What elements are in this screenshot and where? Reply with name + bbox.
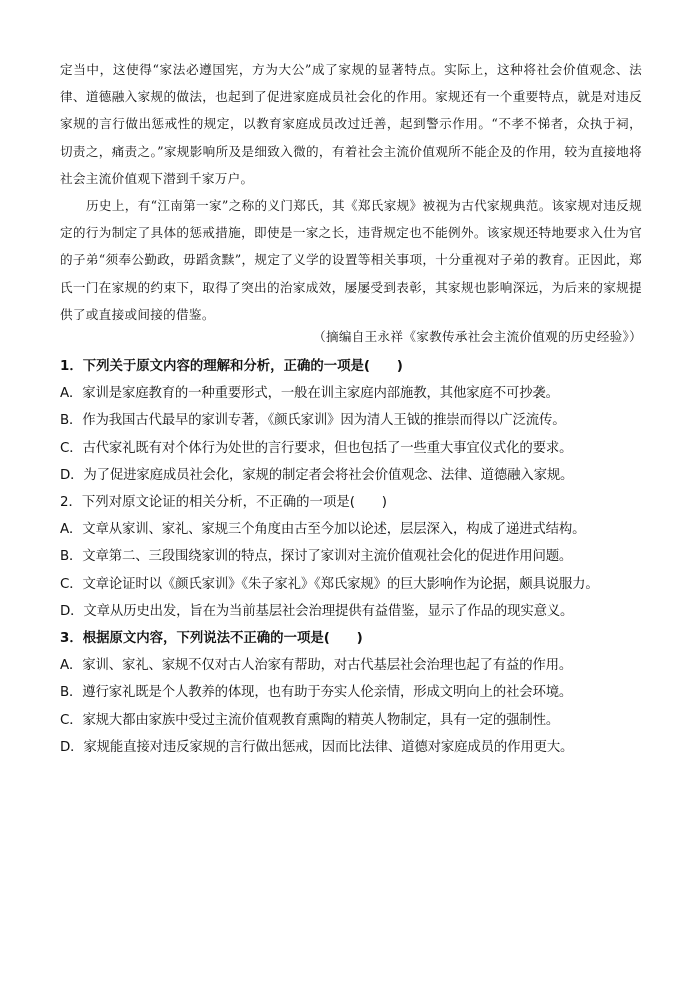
- option-b: B．遵行家礼既是个人教养的体现，也有助于夯实人伦亲情，形成文明向上的社会环境。: [60, 685, 573, 701]
- option-c: C．古代家礼既有对个体行为处世的言行要求，但也包括了一些重大事宜仪式化的要求。: [60, 440, 573, 456]
- question-list: [60, 353, 650, 761]
- option-b: B．文章第二、三段围绕家训的特点，探讨了家训对主流价值观社会化的促进作用问题。: [60, 549, 573, 565]
- source-citation: （摘编自王永祥《家教传承社会主流价值观的历史经验》）: [313, 329, 642, 344]
- option-a: A．家训是家庭教育的一种重要形式，一般在训主家庭内部施教，其他家庭不可抄袭。: [60, 386, 559, 402]
- passage-paragraph: 历史上，有“江南第一家”之称的义门郑氏，其《郑氏家规》被视为古代家规典范。该家规对违反规定的行为制定了具体的惩戒措施，即使是一家之长，违背规定也不能例外。该家规还特地要求入仕为官的子弟“须奉公勤政，毋蹈贪黩”，规定了义学的设置等相关事项，十分重视对子弟的教育。正因此，郑氏一门在家规的约束下，取得了突出的治家成效，屡屡受到表彰，其家规也影响深远，为后来的家规提供了或直接或间接的借鉴。: [60, 198, 642, 322]
- question-3: [60, 625, 650, 761]
- option-c: C．家规大都由家族中受过主流价值观教育熏陶的精英人物制定，具有一定的强制性。: [60, 712, 560, 728]
- option-a: A．文章从家训、家礼、家规三个角度由古至今加以论述，层层深入，构成了递进式结构。: [60, 522, 586, 538]
- option-b: B．作为我国古代最早的家训专著，《颜氏家训》因为清人王钺的推崇而得以广泛流传。: [60, 413, 566, 429]
- question-stem: 3．根据原文内容，下列说法不正确的一项是( ): [60, 631, 363, 647]
- question-2: [60, 489, 650, 625]
- option-d: D．家规能直接对违反家规的言行做出惩戒，因而比法律、道德对家庭成员的作用更大。: [60, 739, 574, 755]
- option-d: D．为了促进家庭成员社会化，家规的制定者会将社会价值观念、法律、道德融入家规。: [60, 467, 574, 483]
- question-stem: 2．下列对原文论证的相关分析，不正确的一项是( ): [60, 495, 387, 511]
- option-a: A．家训、家礼、家规不仅对古人治家有帮助，对古代基层社会治理也起了有益的作用。: [60, 658, 573, 674]
- question-1: [60, 353, 650, 489]
- passage-paragraph: 定当中，这使得“家法必遵国宪，方为大公”成了家规的显著特点。实际上，这种将社会价值观念、法律、道德融入家规的做法，也起到了促进家庭成员社会化的作用。家规还有一个重要特点，就是对违反家规的言行做出惩戒性的规定，以教育家庭成员改过迁善，起到警示作用。“不孝不悌者，众执于祠，切责之，痛责之。”家规影响所及是细致入微的，有着社会主流价值观所不能企及的作用，较为直接地将社会主流价值观下潜到千家万户。: [60, 62, 642, 186]
- question-stem: 1．下列关于原文内容的理解和分析，正确的一项是( ): [60, 359, 403, 374]
- passage-text: [60, 56, 642, 328]
- option-d: D．文章从历史出发，旨在为当前基层社会治理提供有益借鉴，显示了作品的现实意义。: [60, 603, 574, 619]
- option-c: C．文章论证时以《颜氏家训》《朱子家礼》《郑氏家规》的巨大影响作为论据，颇具说服力。: [60, 576, 599, 592]
